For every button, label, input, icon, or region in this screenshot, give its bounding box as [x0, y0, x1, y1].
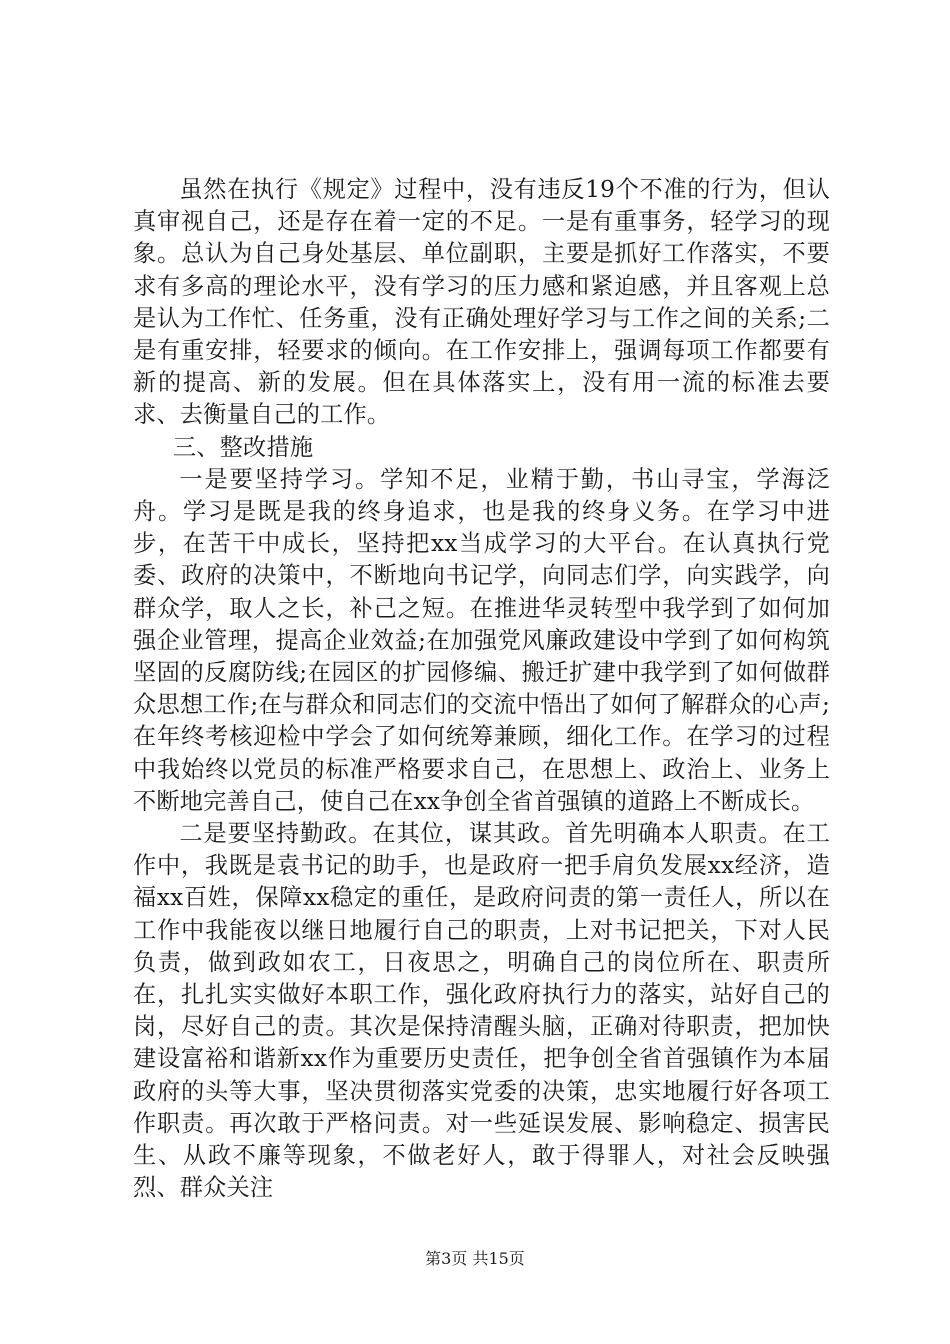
- document-body: [133, 174, 830, 1205]
- paragraph-study: 一是要坚持学习。学知不足，业精于勤，书山寻宝，学海泛舟。学习是既是我的终身追求，也是我的终身义务。在学习中进步，在苦干中成长，坚持把xx当成学习的大平台。在认真执行党委、政府的决策中，不断地向书记学，向同志们学，向实践学，向群众学，取人之长，补己之短。在推进华灵转型中我学到了如何加强企业管理，提高企业效益;在加强党风廉政建设中学到了如何构筑坚固的反腐防线;在园区的扩园修编、搬迁扩建中我学到了如何做群众思想工作;在与群众和同志们的交流中悟出了如何了解群众的心声;在年终考核迎检中学会了如何统筹兼顾，细化工作。在学习的过程中我始终以党员的标准严格要求自己，在思想上、政治上、业务上不断地完善自己，使自己在xx争创全省首强镇的道路上不断成长。: [133, 465, 830, 815]
- section-heading-rectification: 三、整改措施: [172, 433, 314, 461]
- page-number-footer: 第3页 共15页: [425, 1249, 525, 1268]
- paragraph-shortcomings: 虽然在执行《规定》过程中，没有违反19个不准的行为，但认真审视自己，还是存在着一定的不足。一是有重事务，轻学习的现象。总认为自己身处基层、单位副职，主要是抓好工作落实，不要求有多高的理论水平，没有学习的压力感和紧迫感，并且客观上总是认为工作忙、任务重，没有正确处理好学习与工作之间的关系;二是有重安排，轻要求的倾向。在工作安排上，强调每项工作都要有新的提高、新的发展。但在具体落实上，没有用一流的标准去要求、去衡量自己的工作。: [133, 176, 830, 429]
- paragraph-diligence: 二是要坚持勤政。在其位，谋其政。首先明确本人职责。在工作中，我既是袁书记的助手，也是政府一把手肩负发展xx经济，造福xx百姓，保障xx稳定的重任，是政府问责的第一责任人，所以在工作中我能夜以继日地履行自己的职责，上对书记把关，下对人民负责，做到政如农工，日夜思之，明确自己的岗位所在、职责所在，扎扎实实做好本职工作，强化政府执行力的落实，站好自己的岗，尽好自己的责。其次是保持清醒头脑，正确对待职责，把加快建设富裕和谐新xx作为重要历史责任，把争创全省首强镇作为本届政府的头等大事，坚决贯彻落实党委的决策，忠实地履行好各项工作职责。再次敢于严格问责。对一些延误发展、影响稳定、损害民生、从政不廉等现象，不做老好人，敢于得罪人，对社会反映强烈、群众关注: [133, 820, 830, 1202]
